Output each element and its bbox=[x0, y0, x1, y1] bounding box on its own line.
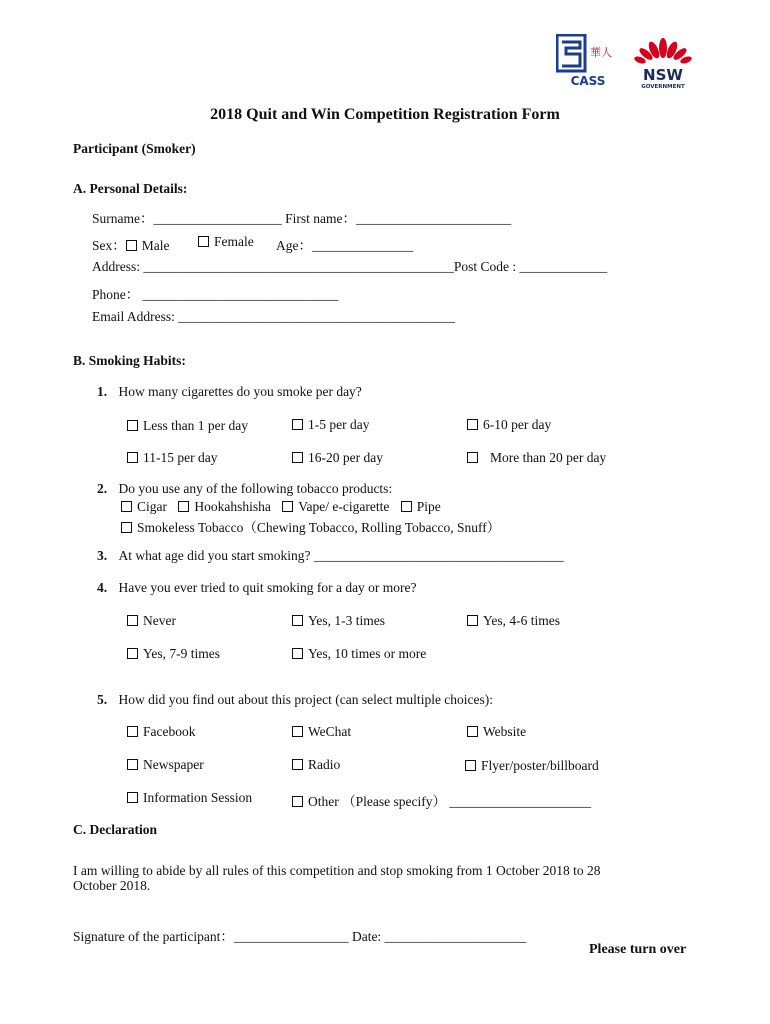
checkbox[interactable] bbox=[282, 501, 293, 512]
q4-option[interactable] bbox=[467, 613, 560, 629]
option-label: Hookahshisha bbox=[194, 499, 271, 514]
option-label: Flyer/poster/billboard bbox=[481, 758, 599, 773]
nsw-government-logo bbox=[632, 34, 694, 90]
cass-text: CASS bbox=[570, 74, 606, 88]
q1-option[interactable] bbox=[127, 418, 248, 434]
section-a-heading: A. Personal Details: bbox=[73, 181, 188, 196]
section-c-heading: C. Declaration bbox=[73, 822, 157, 837]
option-label: 6-10 per day bbox=[483, 417, 552, 432]
checkbox[interactable] bbox=[178, 501, 189, 512]
option-label: Yes, 7-9 times bbox=[143, 646, 221, 661]
checkbox[interactable] bbox=[467, 615, 478, 626]
sex-age-row bbox=[92, 234, 170, 254]
checkbox[interactable] bbox=[121, 501, 132, 512]
q2-options-row bbox=[121, 499, 441, 515]
checkbox[interactable] bbox=[127, 452, 138, 463]
female-label: Female bbox=[214, 234, 254, 249]
question-5 bbox=[97, 692, 493, 708]
option-label: Cigar bbox=[137, 499, 167, 514]
option-label: WeChat bbox=[308, 724, 352, 739]
option-label: 1-5 per day bbox=[308, 417, 370, 432]
checkbox[interactable] bbox=[401, 501, 412, 512]
question-text: How many cigarettes do you smoke per day? bbox=[118, 384, 362, 399]
option-label: Other （Please specify） _____________________ bbox=[308, 794, 592, 809]
age-field[interactable]: Age：_______________ bbox=[276, 238, 414, 253]
question-number: 5. bbox=[97, 692, 108, 707]
question-text: Do you use any of the following tobacco products: bbox=[118, 481, 393, 496]
q1-option[interactable] bbox=[127, 450, 217, 466]
sex-label: Sex： bbox=[92, 238, 126, 253]
q4-option[interactable] bbox=[127, 646, 220, 662]
option-label: Newspaper bbox=[143, 757, 204, 772]
option-label: Yes, 10 times or more bbox=[308, 646, 427, 661]
question-number: 1. bbox=[97, 384, 108, 399]
option-label: 16-20 per day bbox=[308, 450, 383, 465]
option-label: More than 20 per day bbox=[490, 450, 607, 465]
checkbox[interactable] bbox=[465, 760, 476, 771]
male-label: Male bbox=[141, 238, 170, 253]
option-label: Smokeless Tobacco（Chewing Tobacco, Rolling Tobacco, Snuff） bbox=[137, 520, 501, 535]
option-label: Pipe bbox=[416, 499, 441, 514]
q5-option[interactable] bbox=[127, 757, 204, 773]
question-text: How did you find out about this project (can select multiple choices): bbox=[118, 692, 494, 707]
question-text: Have you ever tried to quit smoking for a day or more? bbox=[118, 580, 417, 595]
q5-option[interactable] bbox=[467, 724, 526, 740]
surname-firstname-field[interactable]: Surname：___________________ First name：_______________________ bbox=[92, 211, 512, 226]
checkbox[interactable] bbox=[127, 420, 138, 431]
phone-field[interactable]: Phone： _____________________________ bbox=[92, 287, 339, 302]
q4-option[interactable] bbox=[292, 613, 385, 629]
option-label: Yes, 1-3 times bbox=[308, 613, 386, 628]
option-label: Website bbox=[483, 724, 527, 739]
checkbox[interactable] bbox=[121, 522, 132, 533]
q1-option[interactable] bbox=[292, 450, 383, 466]
checkbox[interactable] bbox=[127, 759, 138, 770]
male-checkbox[interactable] bbox=[126, 240, 137, 251]
question-number: 3. bbox=[97, 548, 108, 563]
q1-option[interactable] bbox=[292, 417, 369, 433]
question-4 bbox=[97, 580, 417, 596]
checkbox[interactable] bbox=[292, 615, 303, 626]
section-b-heading: B. Smoking Habits: bbox=[73, 353, 186, 368]
checkbox[interactable] bbox=[467, 419, 478, 430]
checkbox[interactable] bbox=[292, 419, 303, 430]
female-checkbox[interactable] bbox=[198, 236, 209, 247]
cass-logo bbox=[556, 34, 620, 88]
declaration-line-2: October 2018. bbox=[73, 878, 151, 893]
checkbox[interactable] bbox=[127, 648, 138, 659]
page-title: 2018 Quit and Win Competition Registration Form bbox=[210, 106, 560, 123]
q1-option[interactable] bbox=[467, 417, 551, 433]
option-label: Radio bbox=[308, 757, 341, 772]
nsw-subtext: GOVERNMENT bbox=[641, 84, 685, 90]
option-label: Vape/ e-cigarette bbox=[298, 499, 390, 514]
q5-option[interactable] bbox=[292, 724, 351, 740]
q5-option[interactable] bbox=[127, 724, 195, 740]
checkbox[interactable] bbox=[292, 796, 303, 807]
q5-option[interactable] bbox=[127, 790, 252, 806]
q2-option-smokeless[interactable] bbox=[121, 516, 500, 536]
checkbox[interactable] bbox=[292, 759, 303, 770]
option-label: Less than 1 per day bbox=[143, 418, 248, 433]
question-number: 2. bbox=[97, 481, 108, 496]
checkbox[interactable] bbox=[292, 648, 303, 659]
checkbox[interactable] bbox=[127, 792, 138, 803]
checkbox[interactable] bbox=[127, 615, 138, 626]
q5-option-other[interactable] bbox=[292, 790, 591, 810]
option-label: 11-15 per day bbox=[143, 450, 218, 465]
checkbox[interactable] bbox=[292, 726, 303, 737]
option-label: Information Session bbox=[143, 790, 253, 805]
checkbox[interactable] bbox=[292, 452, 303, 463]
female-option bbox=[198, 234, 254, 250]
q5-option[interactable] bbox=[292, 757, 340, 773]
cass-chinese-text: 華人 bbox=[590, 46, 612, 59]
participant-label: Participant (Smoker) bbox=[73, 141, 196, 156]
declaration-line-1: I am willing to abide by all rules of this competition and stop smoking from 1 October 2018 to 28 bbox=[73, 863, 601, 878]
address-postcode-field[interactable]: Address: ______________________________________________Post Code : _____________ bbox=[92, 259, 608, 274]
please-turn-over: Please turn over bbox=[589, 942, 687, 957]
question-number: 4. bbox=[97, 580, 108, 595]
checkbox[interactable] bbox=[127, 726, 138, 737]
nsw-text: NSW bbox=[643, 66, 683, 84]
checkbox[interactable] bbox=[467, 726, 478, 737]
question-3 bbox=[97, 548, 564, 564]
checkbox[interactable] bbox=[467, 452, 478, 463]
question-2 bbox=[97, 481, 392, 497]
option-label: Yes, 4-6 times bbox=[483, 613, 561, 628]
q4-option[interactable] bbox=[292, 646, 426, 662]
option-label: Facebook bbox=[143, 724, 196, 739]
question-1 bbox=[97, 384, 362, 400]
q1-option[interactable] bbox=[467, 450, 606, 466]
q4-option[interactable] bbox=[127, 613, 176, 629]
signature-date-field[interactable]: Signature of the participant：_________________ Date: _____________________ bbox=[73, 929, 527, 944]
question-text[interactable]: At what age did you start smoking? _____________________________________ bbox=[118, 548, 564, 563]
email-field[interactable]: Email Address: _________________________________________ bbox=[92, 309, 455, 324]
option-label: Never bbox=[143, 613, 176, 628]
q5-option[interactable] bbox=[465, 758, 599, 774]
